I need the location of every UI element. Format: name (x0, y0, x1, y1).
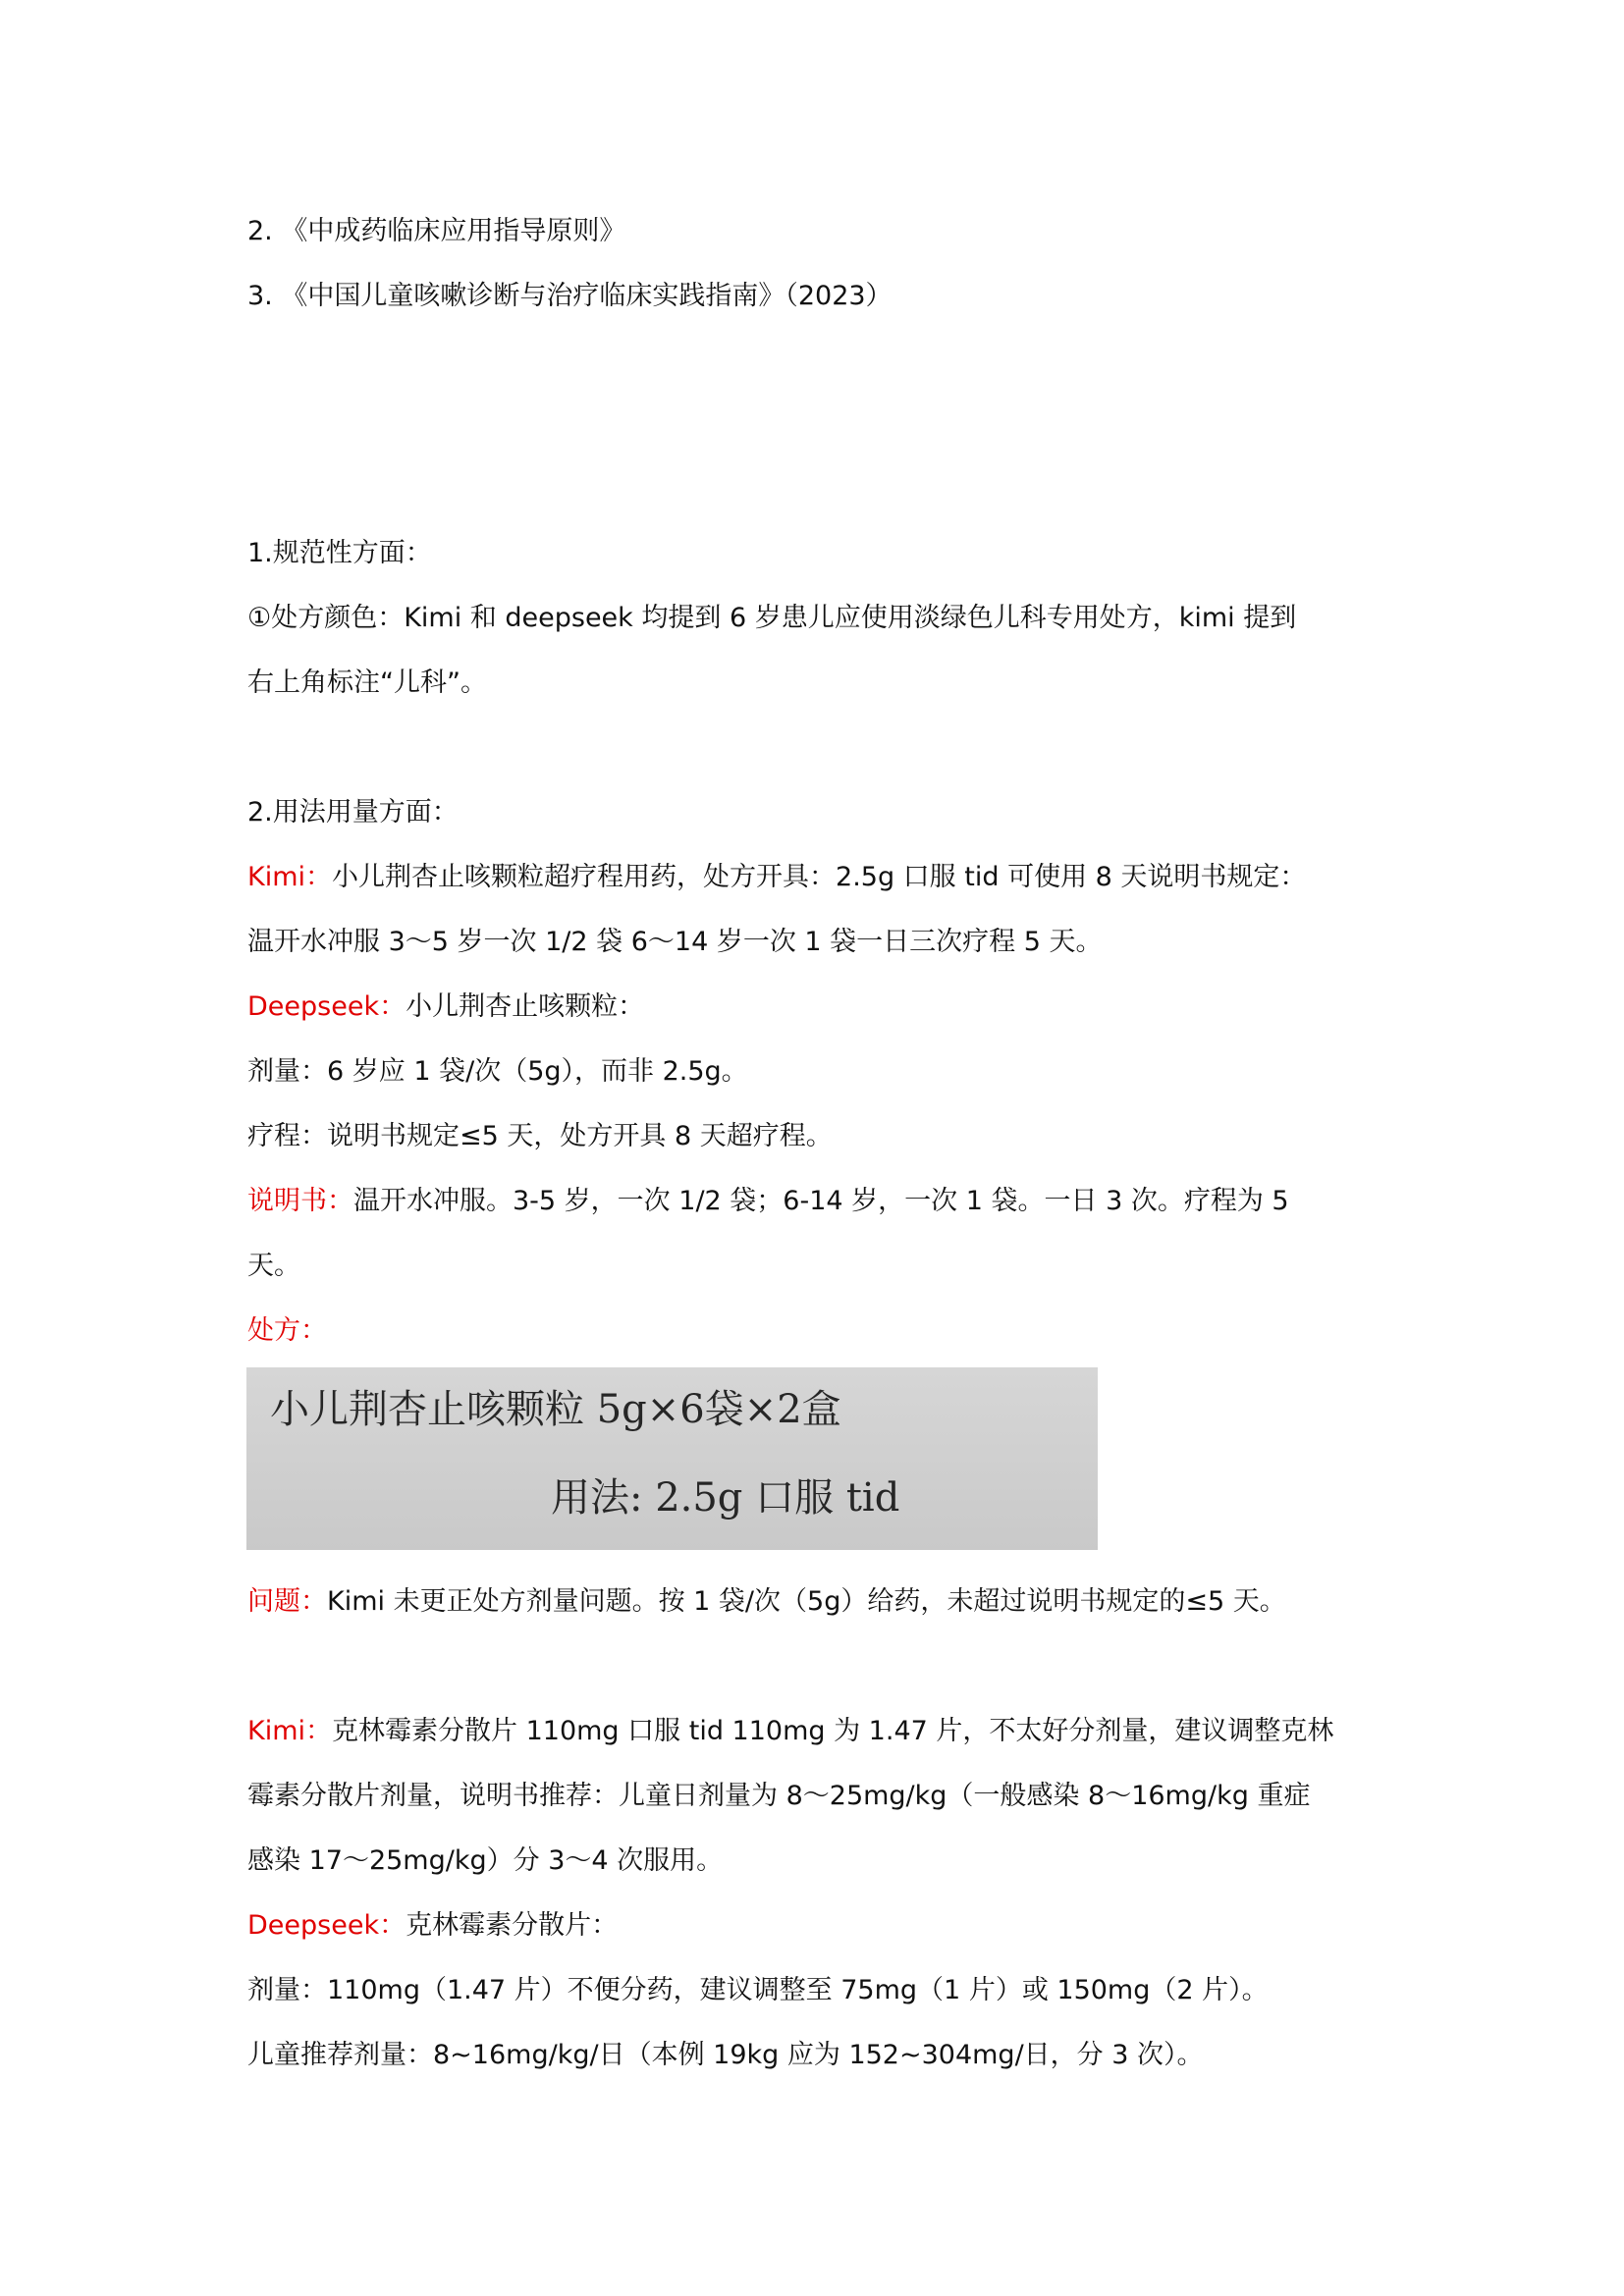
deepseek-clindamycin-line (247, 1906, 618, 1946)
prescription-drug-line: 小儿荆杏止咳颗粒 5g×6袋×2盒 (270, 1387, 841, 1432)
kimi-comment-text: 小儿荆杏止咳颗粒超疗程用药，处方开具：2.5g 口服 tid 可使用 8 天说明书规定： (332, 862, 1307, 892)
issue-label: 问题： (247, 1586, 327, 1617)
issue-text: Kimi 未更正处方剂量问题。按 1 袋/次（5g）给药，未超过说明书规定的≤5 天。 (327, 1586, 1286, 1617)
deepseek-comment-line (247, 988, 644, 1027)
manual-label: 说明书： (247, 1186, 353, 1216)
dose-line: 剂量：6 岁应 1 袋/次（5g），而非 2.5g。 (247, 1056, 748, 1087)
child-dose-line: 儿童推荐剂量：8~16mg/kg/日（本例 19kg 应为 152~304mg/日，分 3 次）。 (247, 2040, 1204, 2070)
deepseek-clindamycin-text: 克林霉素分散片： (406, 1910, 619, 1941)
kimi-label-2: Kimi： (247, 1716, 333, 1746)
course-line: 疗程：说明书规定≤5 天，处方开具 8 天超疗程。 (247, 1121, 833, 1151)
deepseek-label-2: Deepseek： (247, 1910, 406, 1941)
deepseek-comment-text: 小儿荆杏止咳颗粒： (406, 991, 645, 1022)
manual-text: 温开水冲服。3-5 岁，一次 1/2 袋；6-14 岁，一次 1 袋。一日 3 次。疗程为 5 (353, 1186, 1289, 1216)
prescription-label: 处方： (247, 1315, 327, 1346)
kimi-clindamycin-line1 (247, 1712, 1333, 1751)
prescription-usage-line: 用法: 2.5g 口服 tid (551, 1475, 900, 1521)
section2-heading: 2.用法用量方面： (247, 797, 459, 828)
kimi-comment-line2: 温开水冲服 3～5 岁一次 1/2 袋 6～14 岁一次 1 袋一日三次疗程 5 天。 (247, 927, 1103, 957)
issue-line (247, 1582, 1286, 1622)
section1-heading: 1.规范性方面： (247, 538, 432, 568)
manual-line1 (247, 1182, 1289, 1221)
kimi-clindamycin-line3: 感染 17～25mg/kg）分 3～4 次服用。 (247, 1845, 724, 1876)
section1-paragraph-line2: 右上角标注“儿科”。 (247, 667, 487, 698)
reference-2: 2. 《中成药临床应用指导原则》 (247, 216, 626, 246)
clindamycin-dose-line: 剂量：110mg（1.47 片）不便分药，建议调整至 75mg（1 片）或 150mg（2 片）。 (247, 1975, 1269, 2005)
kimi-clindamycin-text: 克林霉素分散片 110mg 口服 tid 110mg 为 1.47 片，不太好分剂量，建议调整克林 (332, 1716, 1334, 1746)
deepseek-label: Deepseek： (247, 991, 406, 1022)
section1-paragraph-line1: ①处方颜色：Kimi 和 deepseek 均提到 6 岁患儿应使用淡绿色儿科专用处方，kimi 提到 (247, 603, 1297, 633)
prescription-image (246, 1367, 1098, 1550)
kimi-clindamycin-line2: 霉素分散片剂量，说明书推荐：儿童日剂量为 8～25mg/kg（一般感染 8～16mg/kg 重症 (247, 1781, 1311, 1811)
kimi-comment-line1 (247, 858, 1306, 897)
manual-line2: 天。 (247, 1251, 300, 1281)
reference-3: 3. 《中国儿童咳嗽诊断与治疗临床实践指南》（2023） (247, 281, 893, 311)
kimi-label: Kimi： (247, 862, 333, 892)
